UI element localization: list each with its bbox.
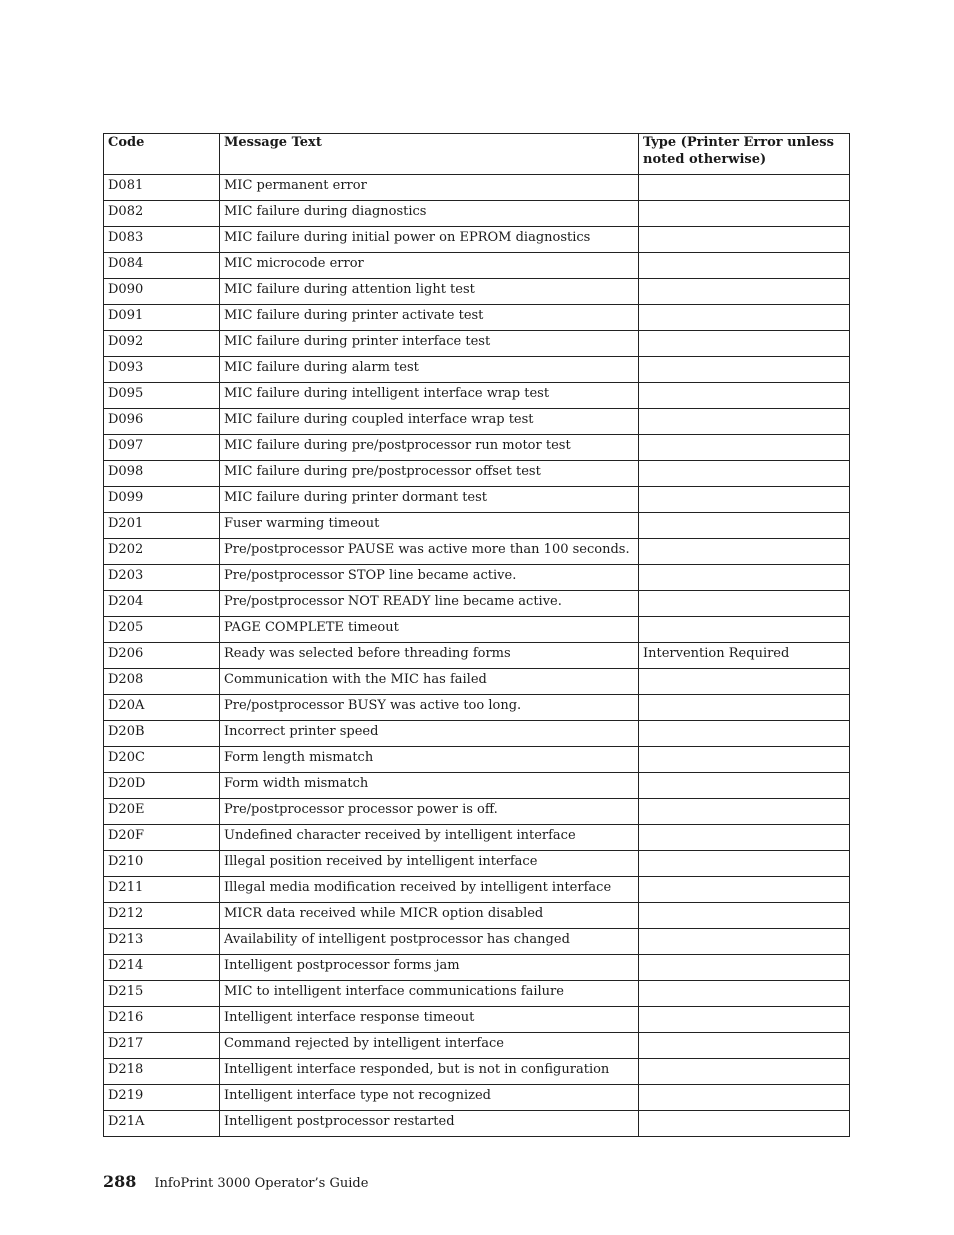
table-row	[104, 591, 850, 617]
cell-message-text: MIC failure during initial power on EPROM diagnostics	[220, 227, 639, 253]
cell-code: D081	[104, 175, 220, 201]
cell-type	[639, 903, 850, 929]
cell-code: D203	[104, 565, 220, 591]
cell-message-text: Intelligent interface response timeout	[220, 1007, 639, 1033]
cell-type	[639, 825, 850, 851]
cell-message-text: MIC failure during pre/postprocessor offset test	[220, 461, 639, 487]
cell-code: D214	[104, 955, 220, 981]
cell-type	[639, 1111, 850, 1137]
table-row	[104, 565, 850, 591]
table-row	[104, 305, 850, 331]
table-row	[104, 253, 850, 279]
table-row	[104, 747, 850, 773]
cell-type	[639, 1033, 850, 1059]
cell-message-text: Intelligent postprocessor forms jam	[220, 955, 639, 981]
cell-code: D091	[104, 305, 220, 331]
cell-message-text: Communication with the MIC has failed	[220, 669, 639, 695]
cell-message-text: Illegal media modification received by intelligent interface	[220, 877, 639, 903]
table-row	[104, 643, 850, 669]
cell-message-text: Pre/postprocessor STOP line became active.	[220, 565, 639, 591]
cell-code: D217	[104, 1033, 220, 1059]
cell-message-text: MICR data received while MICR option disabled	[220, 903, 639, 929]
cell-type	[639, 331, 850, 357]
header-code: Code	[104, 134, 220, 175]
cell-code: D21A	[104, 1111, 220, 1137]
document-title: InfoPrint 3000 Operator’s Guide	[154, 1176, 369, 1191]
cell-type	[639, 799, 850, 825]
table-row	[104, 227, 850, 253]
cell-code: D218	[104, 1059, 220, 1085]
cell-type	[639, 591, 850, 617]
cell-type	[639, 435, 850, 461]
cell-code: D211	[104, 877, 220, 903]
message-code-table	[103, 133, 850, 1137]
cell-type	[639, 851, 850, 877]
table-body	[104, 175, 850, 1137]
cell-code: D097	[104, 435, 220, 461]
cell-code: D213	[104, 929, 220, 955]
table-row	[104, 799, 850, 825]
cell-message-text: Fuser warming timeout	[220, 513, 639, 539]
page-footer	[103, 1172, 368, 1191]
table-row	[104, 383, 850, 409]
table-row	[104, 1033, 850, 1059]
cell-message-text: Pre/postprocessor PAUSE was active more than 100 seconds.	[220, 539, 639, 565]
cell-code: D219	[104, 1085, 220, 1111]
table-row	[104, 201, 850, 227]
header-message-text: Message Text	[220, 134, 639, 175]
cell-code: D082	[104, 201, 220, 227]
cell-type	[639, 279, 850, 305]
cell-type	[639, 513, 850, 539]
table-row	[104, 929, 850, 955]
table-row	[104, 851, 850, 877]
cell-code: D206	[104, 643, 220, 669]
cell-message-text: MIC failure during pre/postprocessor run motor test	[220, 435, 639, 461]
table-row	[104, 409, 850, 435]
cell-type	[639, 383, 850, 409]
cell-message-text: Illegal position received by intelligent interface	[220, 851, 639, 877]
cell-message-text: MIC failure during printer interface test	[220, 331, 639, 357]
table-row	[104, 981, 850, 1007]
cell-code: D093	[104, 357, 220, 383]
table-row	[104, 357, 850, 383]
cell-code: D092	[104, 331, 220, 357]
cell-message-text: Intelligent interface responded, but is not in configuration	[220, 1059, 639, 1085]
cell-type	[639, 201, 850, 227]
cell-type	[639, 877, 850, 903]
cell-message-text: Ready was selected before threading forms	[220, 643, 639, 669]
cell-code: D215	[104, 981, 220, 1007]
cell-message-text: MIC failure during intelligent interface wrap test	[220, 383, 639, 409]
table-row	[104, 175, 850, 201]
cell-code: D204	[104, 591, 220, 617]
cell-message-text: PAGE COMPLETE timeout	[220, 617, 639, 643]
cell-type	[639, 357, 850, 383]
cell-code: D20F	[104, 825, 220, 851]
cell-message-text: MIC failure during coupled interface wrap test	[220, 409, 639, 435]
cell-type	[639, 773, 850, 799]
cell-type	[639, 747, 850, 773]
cell-type: Intervention Required	[639, 643, 850, 669]
cell-type	[639, 305, 850, 331]
table-row	[104, 539, 850, 565]
table-row	[104, 825, 850, 851]
cell-code: D20C	[104, 747, 220, 773]
header-type: Type (Printer Error unless noted otherwise)	[639, 134, 850, 175]
cell-code: D20D	[104, 773, 220, 799]
table-row	[104, 1059, 850, 1085]
table-row	[104, 1007, 850, 1033]
cell-type	[639, 227, 850, 253]
table-row	[104, 903, 850, 929]
cell-type	[639, 487, 850, 513]
cell-type	[639, 565, 850, 591]
cell-type	[639, 253, 850, 279]
cell-message-text: Undefined character received by intelligent interface	[220, 825, 639, 851]
cell-code: D090	[104, 279, 220, 305]
table-row	[104, 487, 850, 513]
cell-code: D20B	[104, 721, 220, 747]
cell-message-text: Intelligent postprocessor restarted	[220, 1111, 639, 1137]
cell-message-text: MIC failure during printer activate test	[220, 305, 639, 331]
cell-code: D096	[104, 409, 220, 435]
cell-type	[639, 981, 850, 1007]
table-row	[104, 721, 850, 747]
cell-type	[639, 929, 850, 955]
cell-type	[639, 539, 850, 565]
cell-type	[639, 955, 850, 981]
cell-code: D20E	[104, 799, 220, 825]
table-row	[104, 435, 850, 461]
table-row	[104, 331, 850, 357]
table-row	[104, 695, 850, 721]
cell-message-text: MIC microcode error	[220, 253, 639, 279]
cell-message-text: Pre/postprocessor BUSY was active too long.	[220, 695, 639, 721]
cell-message-text: MIC to intelligent interface communications failure	[220, 981, 639, 1007]
cell-message-text: MIC permanent error	[220, 175, 639, 201]
cell-message-text: Form width mismatch	[220, 773, 639, 799]
cell-message-text: Incorrect printer speed	[220, 721, 639, 747]
table-row	[104, 877, 850, 903]
cell-message-text: Pre/postprocessor processor power is off.	[220, 799, 639, 825]
cell-message-text: MIC failure during diagnostics	[220, 201, 639, 227]
cell-code: D098	[104, 461, 220, 487]
table-row	[104, 1085, 850, 1111]
table-row	[104, 669, 850, 695]
cell-code: D208	[104, 669, 220, 695]
table-header-row	[104, 134, 850, 175]
table-row	[104, 617, 850, 643]
cell-message-text: Command rejected by intelligent interface	[220, 1033, 639, 1059]
cell-type	[639, 617, 850, 643]
cell-code: D212	[104, 903, 220, 929]
cell-message-text: Availability of intelligent postprocessor has changed	[220, 929, 639, 955]
cell-code: D210	[104, 851, 220, 877]
cell-message-text: Pre/postprocessor NOT READY line became active.	[220, 591, 639, 617]
cell-message-text: Form length mismatch	[220, 747, 639, 773]
cell-code: D205	[104, 617, 220, 643]
table-row	[104, 1111, 850, 1137]
table-row	[104, 279, 850, 305]
cell-message-text: MIC failure during alarm test	[220, 357, 639, 383]
cell-type	[639, 1059, 850, 1085]
cell-type	[639, 409, 850, 435]
cell-code: D099	[104, 487, 220, 513]
cell-type	[639, 669, 850, 695]
table-row	[104, 513, 850, 539]
cell-message-text: Intelligent interface type not recognized	[220, 1085, 639, 1111]
cell-code: D201	[104, 513, 220, 539]
cell-type	[639, 695, 850, 721]
cell-code: D202	[104, 539, 220, 565]
page-number: 288	[103, 1172, 137, 1191]
cell-code: D20A	[104, 695, 220, 721]
cell-type	[639, 721, 850, 747]
table-row	[104, 955, 850, 981]
table-row	[104, 773, 850, 799]
cell-type	[639, 461, 850, 487]
cell-message-text: MIC failure during printer dormant test	[220, 487, 639, 513]
cell-code: D083	[104, 227, 220, 253]
cell-message-text: MIC failure during attention light test	[220, 279, 639, 305]
cell-type	[639, 175, 850, 201]
cell-type	[639, 1007, 850, 1033]
cell-code: D084	[104, 253, 220, 279]
cell-type	[639, 1085, 850, 1111]
cell-code: D216	[104, 1007, 220, 1033]
table-row	[104, 461, 850, 487]
table-header	[104, 134, 850, 175]
cell-code: D095	[104, 383, 220, 409]
